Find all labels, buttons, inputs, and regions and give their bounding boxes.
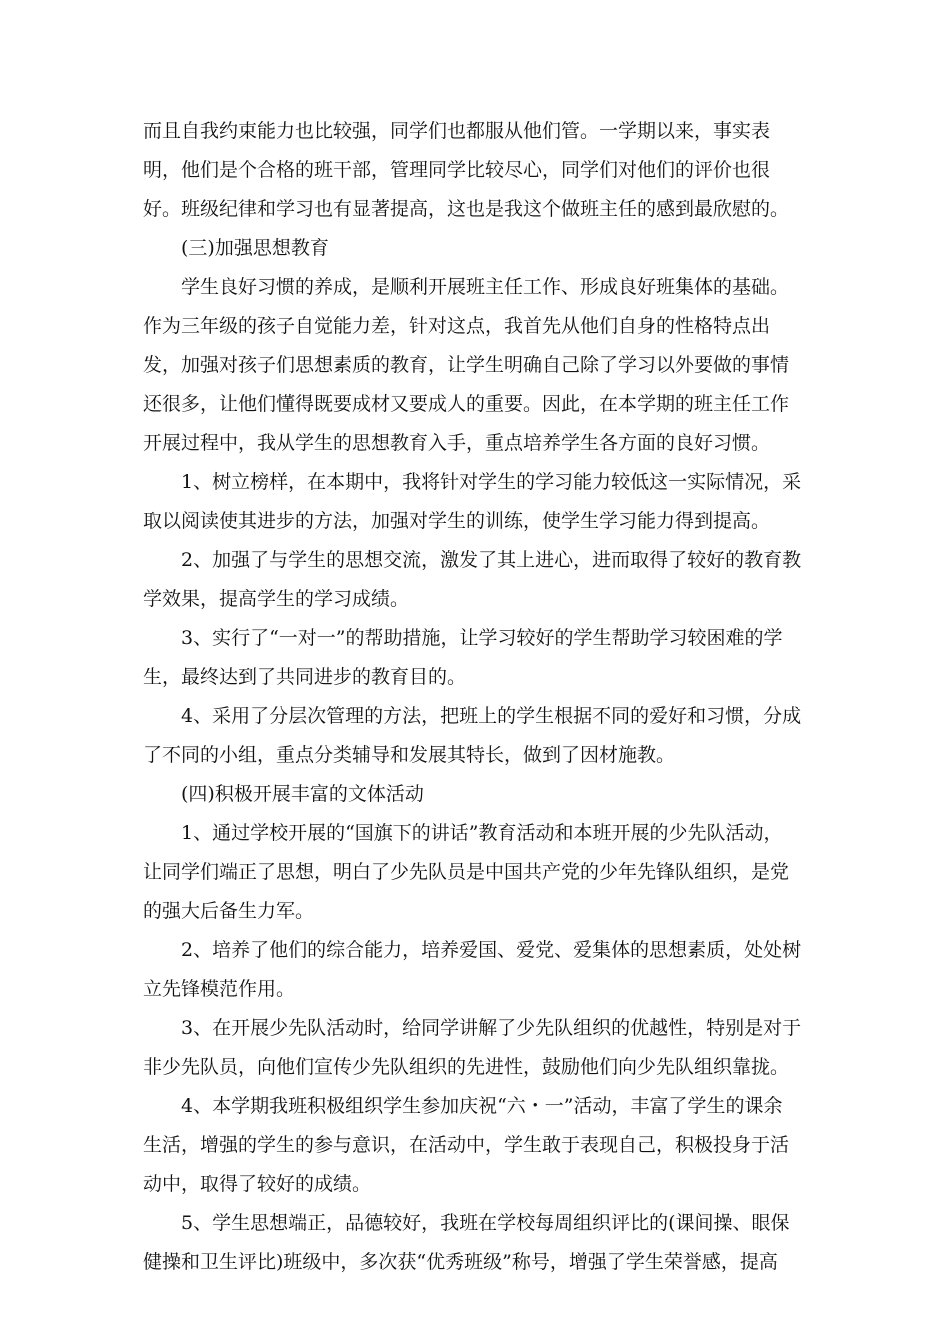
list-item-first-line: 5、学生思想端正，品德较好，我班在学校每周组织评比的(课间操、眼保 [181, 1212, 790, 1234]
text-line: 非少先队员，向他们宣传少先队组织的先进性，鼓励他们向少先队组织靠拢。 [143, 1056, 790, 1078]
paragraph-first-line: 学生良好习惯的养成，是顺利开展班主任工作、形成良好班集体的基础。 [181, 276, 790, 298]
list-item-first-line: 1、通过学校开展的“国旗下的讲话”教育活动和本班开展的少先队活动， [181, 822, 783, 844]
text-line: 动中，取得了较好的成绩。 [143, 1173, 372, 1195]
text-line: 取以阅读使其进步的方法，加强对学生的训练，使学生学习能力得到提高。 [143, 510, 771, 532]
text-line: 而且自我约束能力也比较强，同学们也都服从他们管。一学期以来，事实表 [143, 120, 771, 142]
text-line: 发，加强对孩子们思想素质的教育，让学生明确自己除了学习以外要做的事情 [143, 354, 790, 376]
list-item-first-line: 3、实行了“一对一”的帮助措施，让学习较好的学生帮助学习较困难的学 [181, 627, 783, 649]
text-line: 立先锋模范作用。 [143, 978, 296, 1000]
text-line: 学效果，提高学生的学习成绩。 [143, 588, 410, 610]
text-line: 生，最终达到了共同进步的教育目的。 [143, 666, 467, 688]
list-item-first-line: 1、树立榜样，在本期中，我将针对学生的学习能力较低这一实际情况，采 [181, 471, 802, 493]
document-body [143, 112, 811, 1282]
text-line: 明，他们是个合格的班干部，管理同学比较尽心，同学们对他们的评价也很 [143, 159, 771, 181]
text-line: 还很多，让他们懂得既要成材又要成人的重要。因此，在本学期的班主任工作 [143, 393, 790, 415]
section-heading: (四)积极开展丰富的文体活动 [181, 783, 424, 805]
text-line: 好。班级纪律和学习也有显著提高，这也是我这个做班主任的感到最欣慰的。 [143, 198, 790, 220]
text-line: 作为三年级的孩子自觉能力差，针对这点，我首先从他们自身的性格特点出 [143, 315, 771, 337]
text-line: 了不同的小组，重点分类辅导和发展其特长，做到了因材施教。 [143, 744, 676, 766]
list-item-first-line: 3、在开展少先队活动时，给同学讲解了少先队组织的优越性，特别是对于 [181, 1017, 802, 1039]
text-line: 开展过程中，我从学生的思想教育入手，重点培养学生各方面的良好习惯。 [143, 432, 771, 454]
section-heading: (三)加强思想教育 [181, 237, 329, 259]
text-line: 让同学们端正了思想，明白了少先队员是中国共产党的少年先锋队组织，是党 [143, 861, 790, 883]
text-line: 生活，增强的学生的参与意识，在活动中，学生敢于表现自己，积极投身于活 [143, 1134, 790, 1156]
list-item-first-line: 2、培养了他们的综合能力，培养爱国、爱党、爱集体的思想素质，处处树 [181, 939, 802, 961]
list-item-first-line: 2、加强了与学生的思想交流，激发了其上进心，进而取得了较好的教育教 [181, 549, 802, 571]
list-item-first-line: 4、采用了分层次管理的方法，把班上的学生根据不同的爱好和习惯，分成 [181, 705, 802, 727]
text-line: 的强大后备生力军。 [143, 900, 315, 922]
text-line: 健操和卫生评比)班级中，多次获“优秀班级”称号，增强了学生荣誉感，提高 [143, 1251, 778, 1273]
list-item-first-line: 4、本学期我班积极组织学生参加庆祝“六・一”活动，丰富了学生的课余 [181, 1095, 783, 1117]
